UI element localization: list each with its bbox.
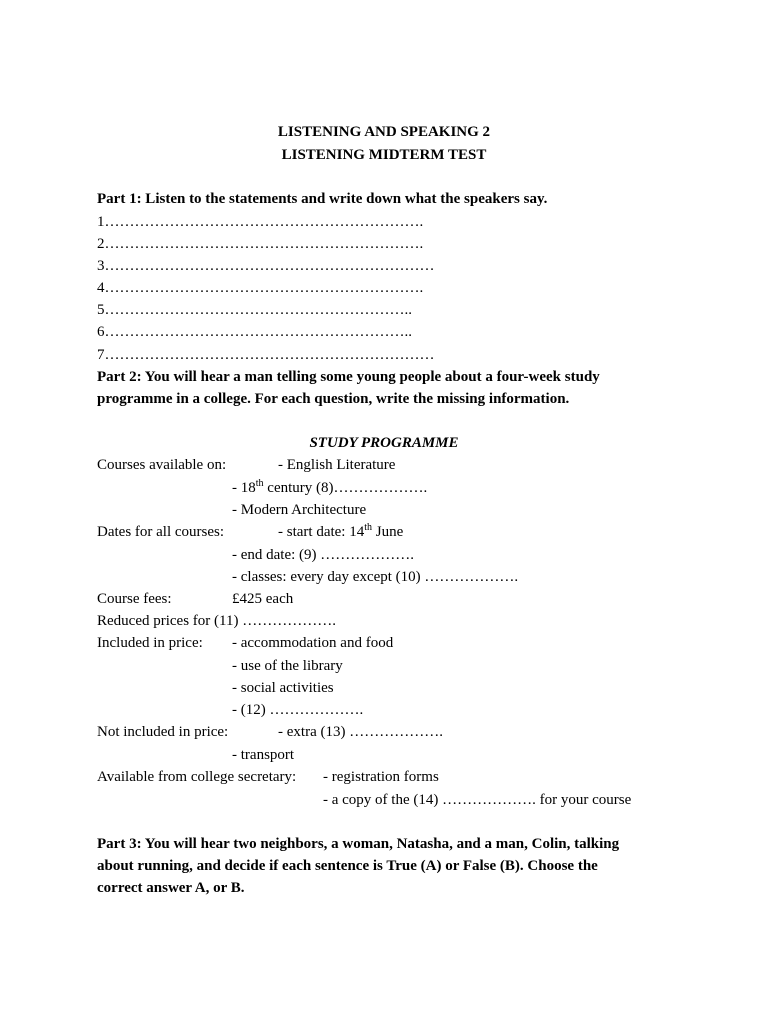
course-english-literature: - English Literature [278,457,396,473]
start-date: - start date: 14th June [278,522,404,540]
part1-heading: Part 1: Listen to the statements and write down what the speakers say. [97,191,548,207]
secretary-copy: - a copy of the (14) ………………. for your course [323,792,632,808]
part1-item-7: 7………………………………………………………… [97,347,435,363]
part2-heading-line1: Part 2: You will hear a man telling some young people about a four-week study [97,369,600,385]
secretary-label: Available from college secretary: [97,769,297,785]
part2-heading-line2: programme in a college. For each question, write the missing information. [97,391,570,407]
not-included-transport: - transport [232,747,295,763]
part1-item-3: 3………………………………………………………… [97,258,435,274]
part3-heading-line1: Part 3: You will hear two neighbors, a woman, Natasha, and a man, Colin, talking [97,836,620,852]
secretary-registration: - registration forms [323,769,439,785]
part3-heading-line2: about running, and decide if each sentence is True (A) or False (B). Choose the [97,858,598,874]
included-social: - social activities [232,680,334,696]
included-blank-12: - (12) ………………. [232,702,364,718]
course-18th-century: - 18th century (8)………………. [232,478,428,496]
test-subtitle: LISTENING MIDTERM TEST [281,147,487,163]
part3-heading-line3: correct answer A, or B. [97,880,245,896]
part1-item-1: 1………………………………………………………. [97,214,424,230]
classes-schedule: - classes: every day except (10) ………………. [232,569,519,585]
reduced-prices: Reduced prices for (11) ………………. [97,613,336,629]
not-included-extra: - extra (13) ………………. [278,724,443,740]
courses-label: Courses available on: [97,457,227,473]
part1-item-6: 6…………………………………………………….. [97,324,412,340]
dates-label: Dates for all courses: [97,524,225,540]
fees-label: Course fees: [97,591,172,607]
part1-item-5: 5…………………………………………………….. [97,302,412,318]
course-modern-architecture: - Modern Architecture [232,502,367,518]
not-included-label: Not included in price: [97,724,229,740]
fees-value: £425 each [232,591,294,607]
end-date: - end date: (9) ………………. [232,547,415,563]
study-programme-title: STUDY PROGRAMME [309,435,459,451]
part1-item-4: 4………………………………………………………. [97,280,424,296]
included-library: - use of the library [232,658,343,674]
part1-item-2: 2………………………………………………………. [97,236,424,252]
included-label: Included in price: [97,635,203,651]
test-title: LISTENING AND SPEAKING 2 [277,124,491,140]
included-accommodation: - accommodation and food [232,635,394,651]
